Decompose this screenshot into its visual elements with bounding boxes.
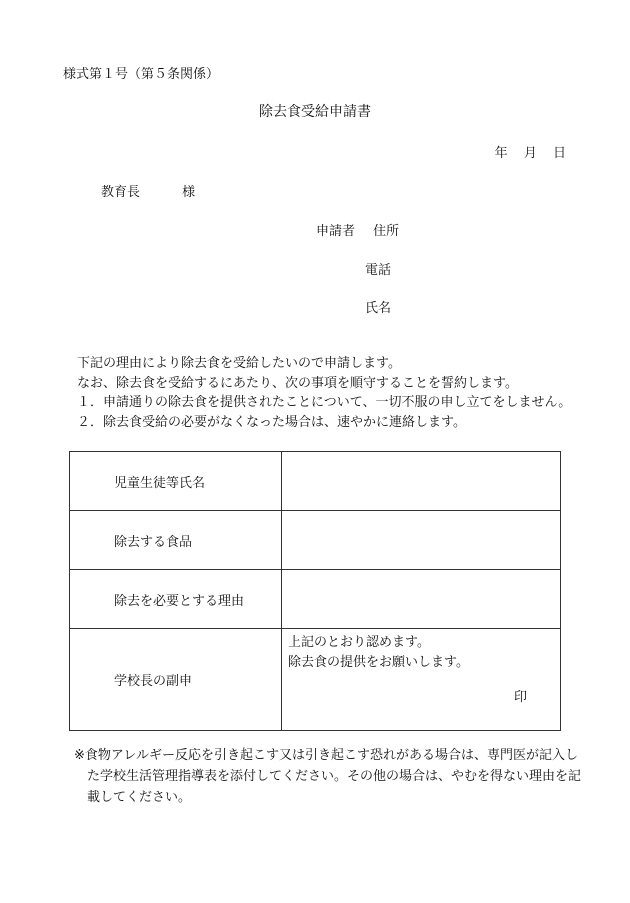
removed-food-field[interactable] <box>282 511 561 570</box>
date-line <box>483 142 566 161</box>
pledge-item-2: ２．除去食受給の必要がなくなった場合は、速やかに連絡します。 <box>77 414 466 430</box>
removed-food-label: 除去する食品 <box>70 511 282 570</box>
table-row <box>70 570 561 629</box>
body-line: 下記の理由により除去食を受給したいので申請します。 <box>77 356 401 371</box>
applicant-address-line <box>316 220 399 239</box>
removal-reason-label: 除去を必要とする理由 <box>70 570 282 629</box>
date-day: 日 <box>552 146 566 161</box>
removal-reason-field[interactable] <box>282 570 561 629</box>
date-month: 月 <box>523 146 537 161</box>
pledge-item-1: １．申請通りの除去食を提供されたことについて、一切不服の申し立てをしません。 <box>77 395 572 410</box>
note-line: ※食物アレルギー反応を引き起こす又は引き起こす恐れがある場合は、専門医が記入し <box>74 748 579 763</box>
body-line: なお、除去食を受給するにあたり、次の事項を順守することを誓約します。 <box>77 375 518 391</box>
principal-opinion-field[interactable] <box>282 629 561 731</box>
opinion-line: 上記のとおり認めます。 <box>288 635 430 650</box>
phone-label: 電話 <box>365 263 392 278</box>
addressee-name: 教育長 <box>101 185 141 200</box>
addressee <box>101 181 195 200</box>
table-row <box>70 511 561 570</box>
footnote <box>74 745 581 808</box>
applicant-label: 申請者 <box>316 224 356 239</box>
application-table <box>69 451 561 731</box>
table-row <box>70 629 561 731</box>
body-text <box>77 354 571 432</box>
address-label: 住所 <box>373 224 400 239</box>
student-name-label: 児童生徒等氏名 <box>70 452 282 511</box>
table-row <box>70 452 561 511</box>
form-number: 様式第１号（第５条関係） <box>63 67 220 82</box>
opinion-line: 除去食の提供をお願いします。 <box>288 655 469 670</box>
addressee-honorific: 様 <box>182 185 196 200</box>
date-year: 年 <box>494 146 508 161</box>
student-name-field[interactable] <box>282 452 561 511</box>
principal-opinion-label: 学校長の副申 <box>70 629 282 731</box>
name-label: 氏名 <box>365 301 392 316</box>
note-line: た学校生活管理指導表を添付してください。その他の場合は、やむを得ない理由を記 <box>87 769 582 784</box>
document-title: 除去食受給申請書 <box>259 104 371 120</box>
note-line: 載してください。 <box>87 790 192 805</box>
seal-mark: 印 <box>513 690 527 705</box>
